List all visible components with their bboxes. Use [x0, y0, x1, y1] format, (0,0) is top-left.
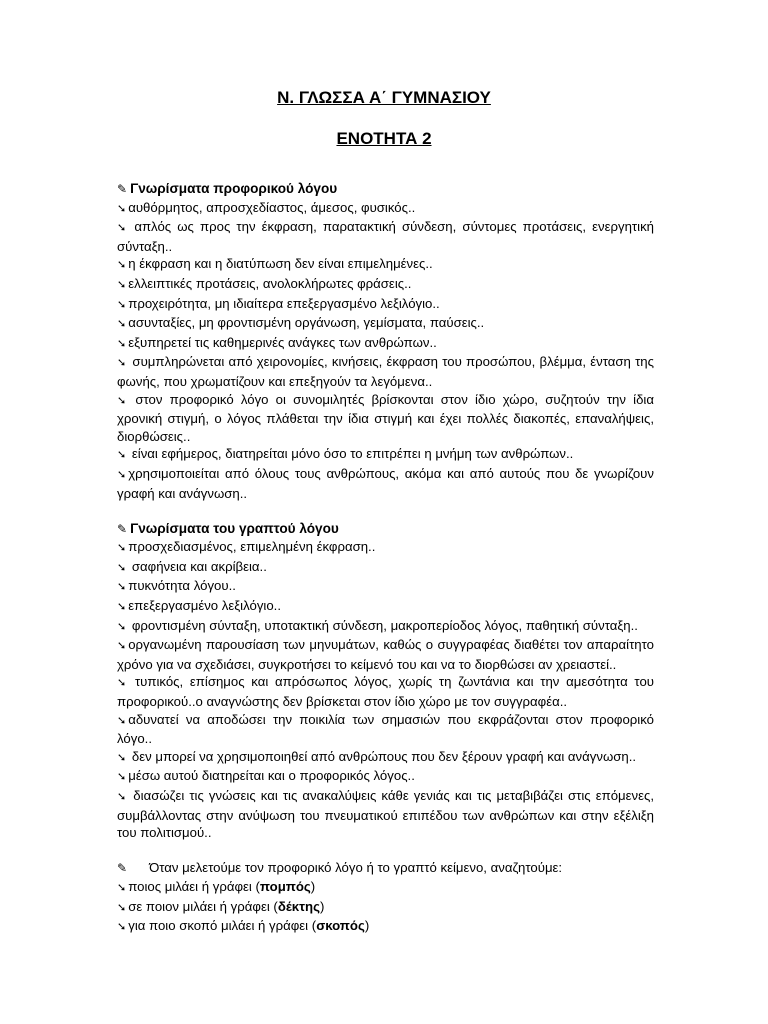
list-item-end: ) — [319, 898, 325, 914]
list-item-text: σε ποιον μιλάει ή γράφει ( — [128, 898, 278, 914]
list-item-text: συμπληρώνεται από χειρονομίες, κινήσεις, έκφραση του προσώπου, βλέμμα, ένταση της φωνής, που χρωματίζουν και επεξηγούν τα λεγόμενα.. — [117, 354, 654, 389]
list-item — [117, 748, 654, 768]
arrow-bullet-icon: ➘ — [117, 337, 127, 350]
arrow-bullet-icon: ➘ — [117, 581, 127, 594]
pencil-icon: ✎ — [117, 861, 128, 876]
list-item-text: απλός ως προς την έκφραση, παρατακτική σύνδεση, σύντομες προτάσεις, ενεργητική σύνταξη.. — [117, 219, 654, 254]
list-item — [117, 617, 654, 637]
arrow-bullet-icon: ➘ — [117, 202, 127, 215]
list-item-text: δεν μπορεί να χρησιμοποιηθεί από ανθρώπους που δεν ξέρουν γραφή και ανάγνωση.. — [128, 748, 637, 764]
list-item — [117, 878, 654, 898]
list-item — [117, 787, 654, 842]
spacer — [117, 502, 654, 520]
term-purpose: σκοπός — [316, 918, 365, 934]
arrow-bullet-icon: ➘ — [117, 640, 127, 653]
list-item-end: ) — [364, 918, 370, 934]
arrow-bullet-icon: ➘ — [117, 620, 127, 633]
document-body — [117, 180, 654, 937]
list-item-text: αυθόρμητος, απροσχεδίαστος, άμεσος, φυσικός.. — [128, 199, 416, 215]
list-item — [117, 898, 654, 918]
list-item — [117, 334, 654, 354]
list-item-text: ποιος μιλάει ή γράφει ( — [128, 878, 260, 894]
list-item — [117, 597, 654, 617]
list-item-text: πυκνότητα λόγου.. — [128, 578, 236, 594]
list-item-text: τυπικός, επίσημος και απρόσωπος λόγος, χωρίς τη ζωντάνια και την αμεσότητα του προφορικού..ο αναγνώστης δεν βρίσκεται στον ίδιο χώρο με τον συγγραφέα.. — [117, 674, 654, 710]
list-item — [117, 353, 654, 390]
arrow-bullet-icon: ➘ — [117, 222, 127, 235]
list-item-text: διασώζει τις γνώσεις και τις ανακαλύψεις κάθε γενιάς και τις μεταβιβάζει στις επόμενες, συμβάλλοντας στην ανύψωση του πνευματικού επιπέδου των ανθρώπων και στην εξέλιξη του πολιτισμού.. — [117, 788, 654, 841]
list-item — [117, 538, 654, 558]
list-item-end: ) — [310, 878, 316, 894]
arrow-bullet-icon: ➘ — [117, 468, 127, 481]
list-item-text: είναι εφήμερος, διατηρείται μόνο όσο το επιτρέπει η μνήμη των ανθρώπων.. — [128, 446, 574, 462]
list-item — [117, 391, 654, 446]
arrow-bullet-icon: ➘ — [117, 751, 127, 764]
list-item-text: επεξεργασμένο λεξιλόγιο.. — [128, 598, 282, 614]
list-item-text: προσχεδιασμένος, επιμελημένη έκφραση.. — [128, 539, 376, 555]
spacer — [117, 842, 654, 860]
arrow-bullet-icon: ➘ — [117, 449, 127, 462]
list-item — [117, 275, 654, 295]
list-item-text: μέσω αυτού διατηρείται και ο προφορικός λόγος.. — [128, 768, 415, 784]
arrow-bullet-icon: ➘ — [117, 298, 127, 311]
study-note-text: Όταν μελετούμε τον προφορικό λόγο ή το γραπτό κείμενο, αναζητούμε: — [149, 860, 563, 876]
section-heading-written — [117, 520, 654, 539]
list-item-text: στον προφορικό λόγο οι συνομιλητές βρίσκονται στον ίδιο χώρο, συζητούν την ίδια χρονική στιγμή, ο λόγος πλάθεται την ίδια στιγμή και έχει πολλές διακοπές, επαναλήψεις, διορθώσεις.. — [117, 391, 654, 444]
arrow-bullet-icon: ➘ — [117, 771, 127, 784]
arrow-bullet-icon: ➘ — [117, 318, 127, 331]
list-item-text: οργανωμένη παρουσίαση των μηνυμάτων, καθώς ο συγγραφέας διαθέτει τον απαραίτητο χρόνο για να σχεδιάσει, συγκροτήσει το κείμενό του και να το διορθώσει αν χρειαστεί.. — [117, 637, 654, 672]
arrow-bullet-icon: ➘ — [117, 561, 127, 574]
arrow-bullet-icon: ➘ — [117, 881, 127, 894]
list-item-text: ελλειπτικές προτάσεις, ανολοκλήρωτες φράσεις.. — [128, 275, 412, 291]
section-heading-oral — [117, 180, 654, 199]
list-item — [117, 917, 654, 937]
list-item-text: εξυπηρετεί τις καθημερινές ανάγκες των ανθρώπων.. — [128, 334, 437, 350]
term-receiver: δέκτης — [277, 898, 320, 914]
arrow-bullet-icon: ➘ — [117, 921, 127, 934]
arrow-bullet-icon: ➘ — [117, 542, 127, 555]
list-item — [117, 636, 654, 673]
arrow-bullet-icon: ➘ — [117, 259, 127, 272]
list-item — [117, 711, 654, 748]
list-item — [117, 673, 654, 710]
list-item — [117, 314, 654, 334]
pencil-icon: ✎ — [117, 521, 128, 536]
section-heading-text: Γνωρίσματα του γραπτού λόγου — [130, 520, 339, 536]
document-title: Ν. ΓΛΩΣΣΑ Α΄ ΓΥΜΝΑΣΙΟΥ — [277, 88, 491, 107]
list-item — [117, 295, 654, 315]
list-item — [117, 577, 654, 597]
list-item-text: σαφήνεια και ακρίβεια.. — [128, 558, 267, 574]
list-item-text: αδυνατεί να αποδώσει την ποικιλία των σημασιών που εκφράζονται στον προφορικό λόγο.. — [117, 711, 654, 747]
arrow-bullet-icon: ➘ — [117, 394, 127, 407]
arrow-bullet-icon: ➘ — [117, 357, 127, 370]
list-item — [117, 218, 654, 255]
arrow-bullet-icon: ➘ — [117, 278, 127, 291]
list-item — [117, 199, 654, 219]
arrow-bullet-icon: ➘ — [117, 601, 127, 614]
list-item-text: για ποιο σκοπό μιλάει ή γράφει ( — [128, 918, 317, 934]
list-item-text: φροντισμένη σύνταξη, υποτακτική σύνδεση, μακροπερίοδος λόγος, παθητική σύνταξη.. — [128, 617, 638, 633]
arrow-bullet-icon: ➘ — [117, 677, 127, 690]
list-item — [117, 465, 654, 502]
arrow-bullet-icon: ➘ — [117, 791, 127, 803]
list-item-text: ασυνταξίες, μη φροντισμένη οργάνωση, γεμίσματα, παύσεις.. — [128, 315, 485, 331]
list-item — [117, 255, 654, 275]
list-item-text: η έκφραση και η διατύπωση δεν είναι επιμελημένες.. — [128, 256, 433, 272]
list-item — [117, 767, 654, 787]
unit-title: ΕΝΟΤΗΤΑ 2 — [336, 129, 432, 148]
term-sender: πομπός — [259, 878, 311, 894]
pencil-icon: ✎ — [117, 182, 128, 196]
study-note — [117, 859, 654, 878]
list-item-text: προχειρότητα, μη ιδιαίτερα επεξεργασμένο λεξιλόγιο.. — [128, 295, 440, 311]
list-item — [117, 558, 654, 578]
arrow-bullet-icon: ➘ — [117, 901, 127, 914]
list-item — [117, 445, 654, 465]
section-heading-text: Γνωρίσματα προφορικού λόγου — [130, 181, 338, 196]
arrow-bullet-icon: ➘ — [117, 714, 127, 727]
list-item-text: χρησιμοποιείται από όλους τους ανθρώπους, ακόμα και από αυτούς που δε γνωρίζουν γραφή και ανάγνωση.. — [117, 465, 654, 501]
